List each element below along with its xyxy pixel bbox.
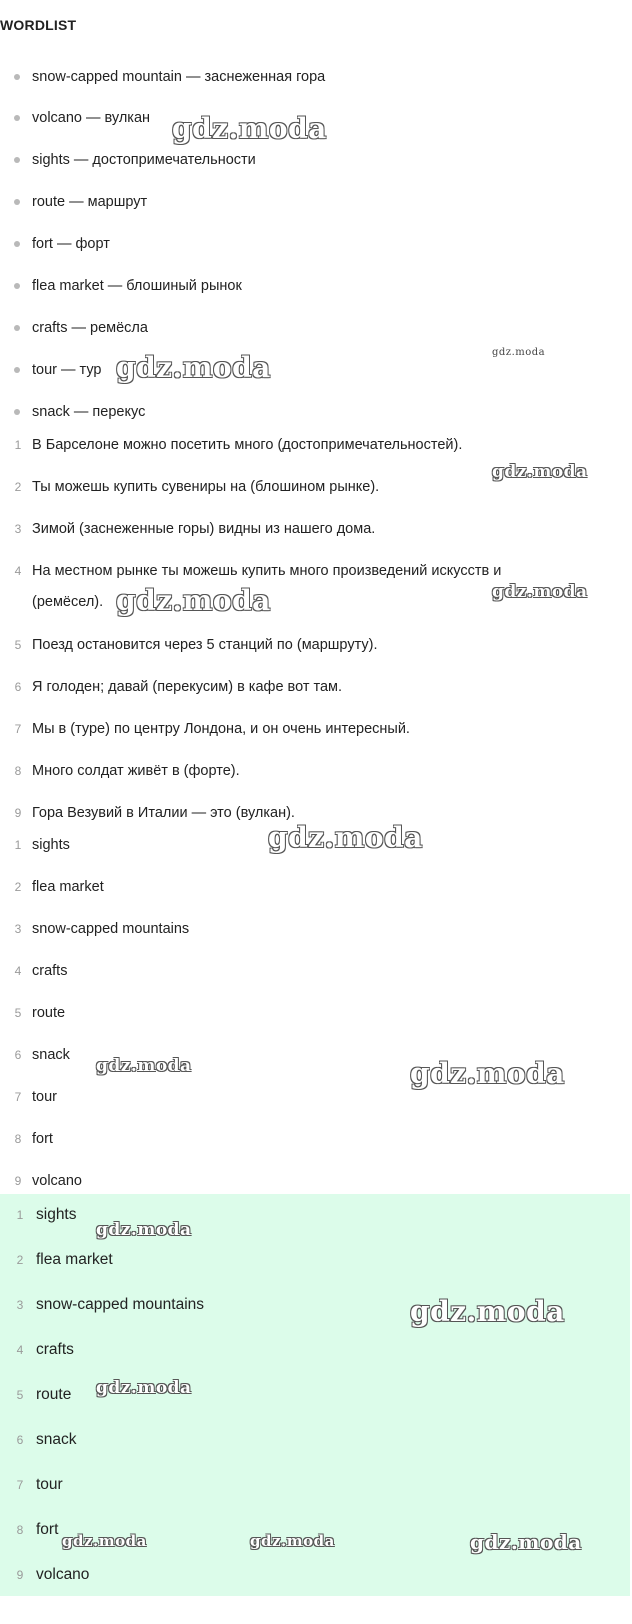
list-item xyxy=(0,148,632,172)
wordlist-entry: tour — тур xyxy=(32,362,102,378)
answer-item xyxy=(0,1338,632,1362)
list-item xyxy=(0,190,632,214)
list-item xyxy=(0,358,632,382)
wordlist-entry: snack — перекус xyxy=(32,404,146,420)
list-item xyxy=(0,316,632,340)
answer-text: volcano xyxy=(32,1173,82,1189)
item-number: 3 xyxy=(14,922,22,936)
wordlist-entry: volcano — вулкан xyxy=(32,110,151,126)
item-number: 9 xyxy=(14,806,22,820)
wordlist-entry: route — маршрут xyxy=(32,194,148,210)
item-number: 4 xyxy=(14,564,22,578)
item-number: 6 xyxy=(16,1433,24,1447)
item-number: 8 xyxy=(14,764,22,778)
wordlist-entry: fort — форт xyxy=(32,236,110,252)
watermark: gdz.moda xyxy=(96,1220,192,1240)
list-item xyxy=(0,232,632,256)
sentence-text: Гора Везувий в Италии — это (вулкан). xyxy=(32,805,295,821)
watermark: gdz.moda xyxy=(96,1378,192,1398)
item-number: 7 xyxy=(14,722,22,736)
answer-text: snow-capped mountains xyxy=(36,1296,205,1313)
bullet-icon xyxy=(14,74,20,80)
bullet-icon xyxy=(14,325,20,331)
bullet-icon xyxy=(14,409,20,415)
item-number: 1 xyxy=(14,838,22,852)
answer-text: fort xyxy=(36,1521,59,1538)
answer-text: flea market xyxy=(32,879,104,895)
bullet-icon xyxy=(14,367,20,373)
wordlist-entry: flea market — блошиный рынок xyxy=(32,278,242,294)
wordlist-entry: crafts — ремёсла xyxy=(32,320,148,336)
answer-item xyxy=(0,1473,632,1497)
sentence-text: Мы в (туре) по центру Лондона, и он очень интересный. xyxy=(32,721,410,737)
answer-text: route xyxy=(36,1386,72,1403)
answer-item xyxy=(0,959,632,983)
answer-item xyxy=(0,875,632,899)
item-number: 2 xyxy=(16,1253,24,1267)
answer-text: crafts xyxy=(36,1341,74,1358)
answer-text: snack xyxy=(36,1431,77,1448)
watermark: gdz.moda xyxy=(470,1530,582,1554)
answer-item xyxy=(0,1383,632,1407)
bullet-icon xyxy=(14,157,20,163)
sentence-item xyxy=(0,717,632,741)
item-number: 1 xyxy=(16,1208,24,1222)
bullet-icon xyxy=(14,115,20,121)
item-number: 8 xyxy=(16,1523,24,1537)
answer-item xyxy=(0,1563,632,1587)
item-number: 4 xyxy=(16,1343,24,1357)
item-number: 2 xyxy=(14,880,22,894)
watermark: gdz.moda xyxy=(492,582,588,602)
sentence-item xyxy=(0,559,632,583)
answer-item xyxy=(0,1169,632,1193)
item-number: 5 xyxy=(16,1388,24,1402)
answer-item xyxy=(0,1127,632,1151)
answer-text: fort xyxy=(32,1131,53,1147)
item-number: 9 xyxy=(14,1174,22,1188)
answer-text: sights xyxy=(32,837,70,853)
answer-text: volcano xyxy=(36,1566,90,1583)
sentence-text: Я голоден; давай (перекусим) в кафе вот там. xyxy=(32,679,343,695)
item-number: 7 xyxy=(16,1478,24,1492)
watermark: gdz.moda xyxy=(268,821,423,854)
answer-text: flea market xyxy=(36,1251,113,1268)
answer-text: sights xyxy=(36,1206,77,1223)
item-number: 3 xyxy=(14,522,22,536)
sentence-item xyxy=(0,433,632,457)
bullet-icon xyxy=(14,283,20,289)
watermark: gdz.moda xyxy=(116,584,271,617)
watermark: gdz.moda xyxy=(62,1532,147,1550)
bullet-icon xyxy=(14,241,20,247)
item-number: 2 xyxy=(14,480,22,494)
sentence-text: Зимой (заснеженные горы) видны из нашего дома. xyxy=(32,521,376,537)
watermark: gdz.moda xyxy=(96,1056,192,1076)
sentence-item xyxy=(0,759,632,783)
answer-item xyxy=(0,917,632,941)
watermark: gdz.moda xyxy=(492,347,546,358)
sentence-text: Много солдат живёт в (форте). xyxy=(32,763,240,779)
sentence-text: В Барселоне можно посетить много (достопримечательностей). xyxy=(32,437,463,453)
watermark: gdz.moda xyxy=(172,112,327,145)
item-number: 8 xyxy=(14,1132,22,1146)
sentence-text: Ты можешь купить сувениры на (блошином рынке). xyxy=(32,479,380,495)
sentence-text: На местном рынке ты можешь купить много произведений искусств и xyxy=(32,563,502,579)
sentence-text: Поезд остановится через 5 станций по (маршруту). xyxy=(32,637,378,653)
answer-text: tour xyxy=(32,1089,57,1105)
item-number: 3 xyxy=(16,1298,24,1312)
sentence-item xyxy=(0,517,632,541)
answer-text: snack xyxy=(32,1047,70,1063)
list-item xyxy=(0,65,632,89)
watermark: gdz.moda xyxy=(250,1532,335,1550)
item-number: 4 xyxy=(14,964,22,978)
wordlist-entry: sights — достопримечательности xyxy=(32,152,256,168)
item-number: 5 xyxy=(14,638,22,652)
list-item xyxy=(0,274,632,298)
answer-text: snow-capped mountains xyxy=(32,921,190,937)
sentence-item xyxy=(0,633,632,657)
item-number: 1 xyxy=(14,438,22,452)
wordlist-heading: WORDLIST xyxy=(0,17,77,33)
item-number: 9 xyxy=(16,1568,24,1582)
list-item xyxy=(0,400,632,424)
answer-item xyxy=(0,1428,632,1452)
answer-text: crafts xyxy=(32,963,68,979)
watermark: gdz.moda xyxy=(116,351,271,384)
watermark: gdz.moda xyxy=(410,1057,565,1090)
sentence-item xyxy=(0,675,632,699)
answer-item xyxy=(0,1203,632,1227)
item-number: 7 xyxy=(14,1090,22,1104)
sentence-text: (ремёсел). xyxy=(32,594,104,610)
answer-item xyxy=(0,1248,632,1272)
answer-text: route xyxy=(32,1005,66,1021)
answer-text: tour xyxy=(36,1476,63,1493)
bullet-icon xyxy=(14,199,20,205)
item-number: 6 xyxy=(14,680,22,694)
answer-item xyxy=(0,1001,632,1025)
item-number: 6 xyxy=(14,1048,22,1062)
watermark: gdz.moda xyxy=(492,462,588,482)
wordlist-entry: snow-capped mountain — заснеженная гора xyxy=(32,69,326,85)
watermark: gdz.moda xyxy=(410,1295,565,1328)
item-number: 5 xyxy=(14,1006,22,1020)
